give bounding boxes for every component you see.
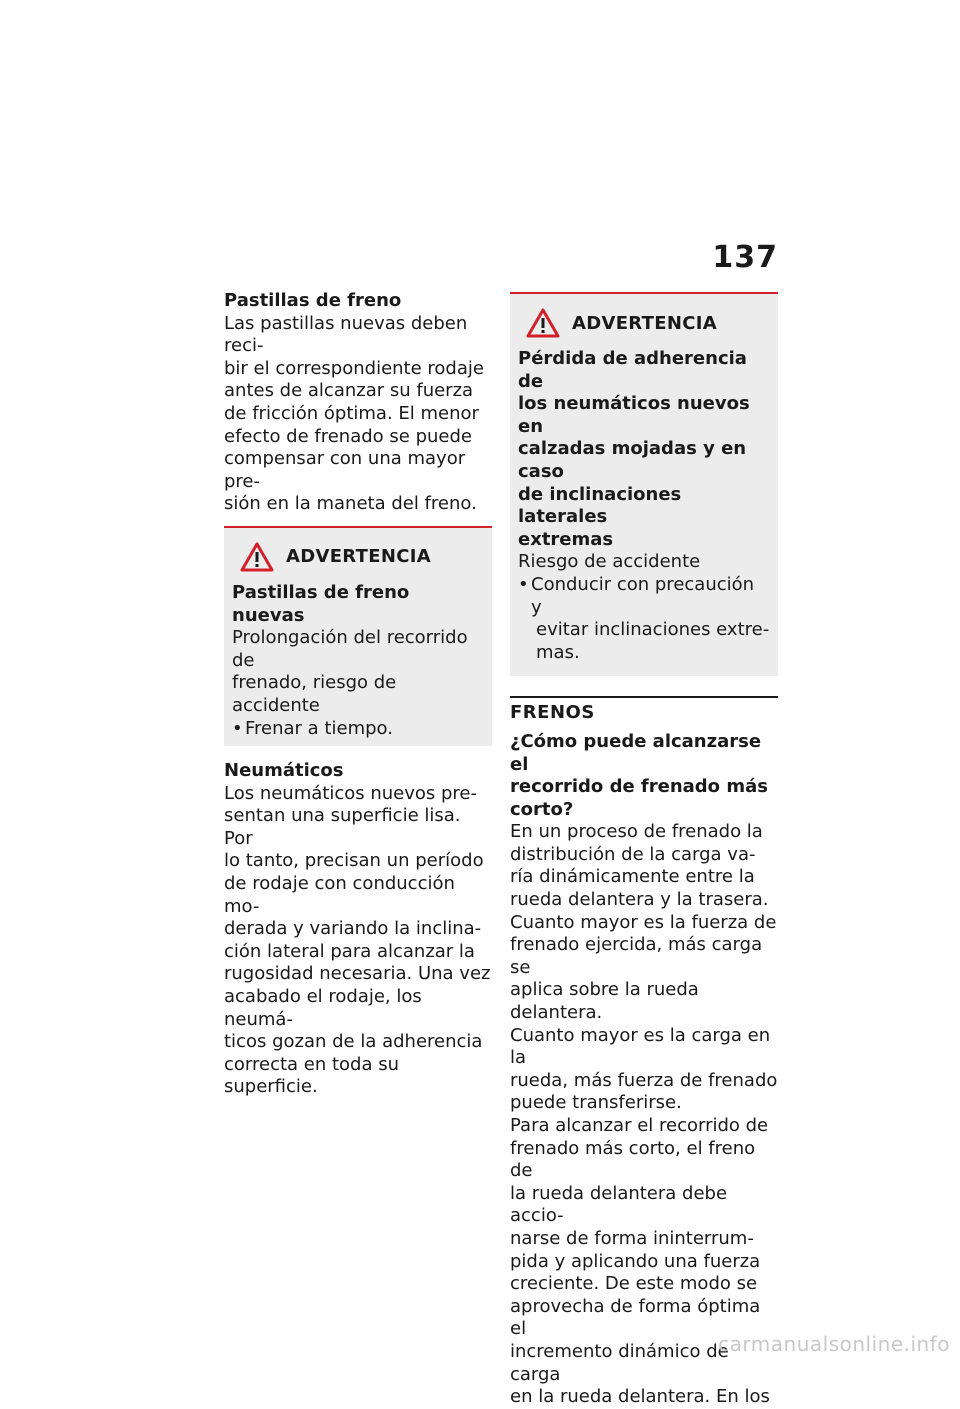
- brake-pads-line: antes de alcanzar su fuerza: [224, 380, 474, 402]
- section-line: Cuanto mayor es la fuerza de: [510, 911, 777, 933]
- warning-box-brake-pads: [224, 526, 492, 746]
- tyres-line: correcta en toda su superficie.: [224, 1053, 400, 1098]
- section-line: rueda delantera y la trasera.: [510, 889, 769, 911]
- section-line: incremento dinámico de carga: [510, 1340, 729, 1385]
- warning-bullet-text: Frenar a tiempo.: [245, 717, 393, 739]
- warning-bullet-line: Conducir con precaución y: [531, 573, 755, 618]
- brake-pads-line: sión en la maneta del freno.: [224, 493, 477, 515]
- warning-header: [232, 542, 484, 572]
- section-line: aprovecha de forma óptima el: [510, 1295, 761, 1340]
- warning-triangle-icon: [526, 308, 560, 338]
- tyres-line: ticos gozan de la adherencia: [224, 1031, 483, 1053]
- section-line: narse de forma ininterrum-: [510, 1227, 754, 1249]
- tyres-section: [224, 760, 492, 1099]
- tyres-line: ción lateral para alcanzar la: [224, 940, 475, 962]
- section-line: puede transferirse.: [510, 1092, 682, 1114]
- warning-title: Pastillas de freno nuevas: [232, 581, 410, 626]
- section-line: frenado ejercida, más carga se: [510, 934, 763, 978]
- section-line: Para alcanzar el recorrido de: [510, 1115, 769, 1136]
- tyres-line: de rodaje con conducción mo-: [224, 873, 455, 917]
- tyres-line: lo tanto, precisan un período: [224, 850, 484, 872]
- warning-bullet-line: mas.: [536, 641, 580, 663]
- tyres-line: Los neumáticos nuevos pre-: [224, 782, 478, 804]
- section-subtitle-line: recorrido de frenado más: [510, 776, 768, 798]
- footer-watermark: carmanualsonline.info: [718, 1332, 950, 1356]
- warning-box-tyre-grip: [510, 292, 778, 676]
- brakes-section: [510, 696, 778, 1408]
- section-line: ría dinámicamente entre la: [510, 866, 755, 888]
- right-column: [510, 292, 778, 1409]
- section-line: aplica sobre la rueda delantera.: [510, 979, 699, 1024]
- brake-pads-line: bir el correspondiente rodaje: [224, 357, 484, 379]
- warning-header: [518, 308, 770, 338]
- warning-title-line: calzadas mojadas y en caso: [518, 438, 747, 482]
- warning-bullet: [518, 574, 770, 664]
- bullet-dot-icon: •: [232, 717, 243, 739]
- warning-label: ADVERTENCIA: [572, 312, 717, 334]
- section-subtitle-line: ¿Cómo puede alcanzarse el: [510, 730, 762, 775]
- warning-label: ADVERTENCIA: [286, 546, 431, 568]
- section-line: en la rueda delantera. En los: [510, 1386, 770, 1408]
- tyres-line: rugosidad necesaria. Una vez: [224, 963, 491, 985]
- warning-text: Riesgo de accidente: [518, 551, 701, 573]
- brake-pads-line: de fricción óptima. El menor: [224, 402, 479, 424]
- left-column: [224, 290, 492, 1099]
- warning-triangle-icon: [240, 542, 274, 572]
- section-line: la rueda delantera debe accio-: [510, 1182, 728, 1227]
- warning-title-line: extremas: [518, 528, 614, 550]
- brake-pads-line: Las pastillas nuevas deben reci-: [224, 312, 468, 357]
- brake-pads-title: Pastillas de freno: [224, 290, 402, 311]
- section-title: FRENOS: [510, 702, 595, 724]
- tyres-line: acabado el rodaje, los neumá-: [224, 986, 422, 1030]
- brake-pads-line: compensar con una mayor pre-: [224, 448, 466, 492]
- warning-title-line: de inclinaciones laterales: [518, 483, 682, 528]
- section-line: pida y aplicando una fuerza: [510, 1250, 761, 1272]
- warning-title-line: Pérdida de adherencia de: [518, 348, 747, 392]
- section-line: Cuanto mayor es la carga en la: [510, 1024, 771, 1069]
- warning-title-line: los neumáticos nuevos en: [518, 393, 750, 437]
- warning-text: Prolongación del recorrido de: [232, 627, 468, 671]
- section-line: En un proceso de frenado la: [510, 821, 763, 843]
- warning-bullet-text: [531, 574, 770, 664]
- tyres-line: derada y variando la inclina-: [224, 918, 482, 940]
- section-subtitle-line: corto?: [510, 798, 574, 820]
- page-number: 137: [712, 240, 778, 275]
- section-line: frenado más corto, el freno de: [510, 1137, 756, 1182]
- tyres-title: Neumáticos: [224, 760, 344, 782]
- tyres-line: sentan una superficie lisa. Por: [224, 805, 461, 849]
- section-line: rueda, más fuerza de frenado: [510, 1069, 778, 1091]
- warning-bullet-line: evitar inclinaciones extre-: [536, 619, 770, 641]
- warning-text: frenado, riesgo de accidente: [232, 672, 397, 716]
- section-line: distribución de la carga va-: [510, 843, 756, 865]
- bullet-dot-icon: •: [518, 573, 529, 595]
- brake-pads-section: [224, 290, 492, 516]
- brake-pads-line: efecto de frenado se puede: [224, 425, 472, 447]
- section-line: creciente. De este modo se: [510, 1273, 758, 1295]
- warning-bullet: [232, 718, 484, 741]
